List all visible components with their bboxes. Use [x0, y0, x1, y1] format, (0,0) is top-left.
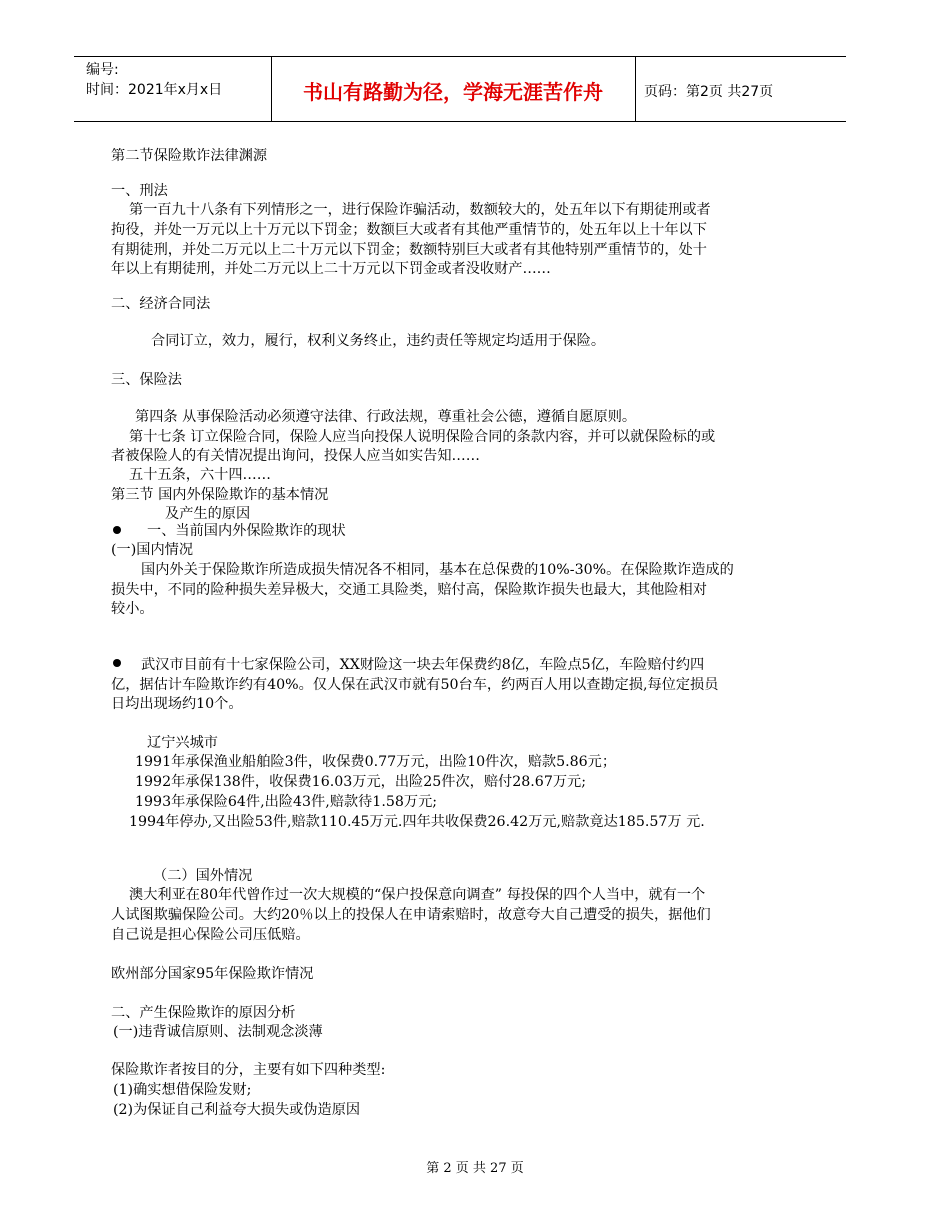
heading-insurance-law: 三、保险法: [111, 372, 182, 388]
paragraph-line: 第一百九十八条有下列情形之一，进行保险诈骗活动，数额较大的，处五年以下有期徒刑或者: [129, 202, 711, 218]
subheading: (一)国内情况: [111, 542, 194, 558]
paragraph-line: 武汉市目前有十七家保险公司，XX财险这一块去年保费约8亿，车险点5亿，车险赔付约四: [141, 657, 705, 673]
paragraph-line: 亿，据估计车险欺诈约有40%。仅人保在武汉市就有50台车，约两百人用以查勘定损,每位定损员: [111, 677, 719, 693]
subheading: （二）国外情况: [153, 868, 253, 884]
subheading: 辽宁兴城市: [147, 735, 218, 751]
paragraph-line: 保险欺诈者按目的分，主要有如下四种类型:: [111, 1062, 386, 1078]
subheading: 一、当前国内外保险欺诈的现状: [147, 523, 346, 539]
paragraph-line: 自己说是担心保险公司压低赔。: [111, 927, 310, 943]
list-item: 1993年承保险64件,出险43件,赔款待1.58万元;: [135, 794, 438, 810]
subheading: (一)违背诚信原则、法制观念淡薄: [113, 1024, 323, 1040]
bullet-icon: [113, 659, 121, 667]
paragraph-line: 澳大利亚在80年代曾作过一次大规模的“保户投保意向调查” 每投保的四个人当中，就有一个: [129, 887, 706, 903]
list-item: (2)为保证自己利益夸大损失或伪造原因: [113, 1102, 361, 1118]
list-item: 1994年停办,又出险53件,赔款110.45万元.四年共收保费26.42万元,赔款竟达185.57万 元.: [129, 814, 705, 830]
paragraph-line: 损失中，不同的险种损失差异极大，交通工具险类，赔付高，保险欺诈损失也最大，其他险相对: [111, 582, 707, 598]
section-heading-continued: 及产生的原因: [165, 506, 251, 522]
header-motto: 书山有路勤为径，学海无涯苦作舟: [303, 80, 603, 104]
paragraph-line: 第十七条 订立保险合同，保险人应当向投保人说明保险合同的条款内容，并可以就保险标的或: [129, 429, 716, 445]
list-item: 1991年承保渔业船舶险3件，收保费0.77万元，出险10件次，赔款5.86元；: [135, 754, 617, 770]
paragraph-line: 国内外关于保险欺诈所造成损失情况各不相同，基本在总保费的10%-30%。在保险欺诈造成的: [141, 562, 734, 578]
list-item: (1)确实想借保险发财;: [113, 1082, 252, 1098]
header-bottom-rule: [74, 121, 846, 122]
paragraph-line: 日均出现场约10个。: [111, 696, 243, 712]
subheading: 欧州部分国家95年保险欺诈情况: [111, 966, 314, 982]
page-footer: 第 2 页 共 27 页: [426, 1161, 524, 1176]
heading-contract-law: 二、经济合同法: [111, 296, 211, 312]
section-heading: 第三节 国内外保险欺诈的基本情况: [111, 487, 329, 503]
header-divider-right: [635, 56, 636, 122]
paragraph-line: 年以上有期徒刑，并处二万元以上二十万元以下罚金或者没收财产……: [111, 261, 551, 277]
bullet-icon: [113, 526, 121, 534]
section-heading: 第二节保险欺诈法律渊源: [111, 148, 268, 164]
paragraph-line: 五十五条，六十四……: [129, 467, 271, 483]
list-item: 1992年承保138件，收保费16.03万元，出险25件次，赔付28.67万元;: [135, 774, 587, 790]
section-heading: 二、产生保险欺诈的原因分析: [111, 1005, 296, 1021]
header-date: 时间：2021年x月x日: [86, 82, 223, 98]
paragraph-line: 第四条 从事保险活动必须遵守法律、行政法规，尊重社会公德，遵循自愿原则。: [135, 409, 637, 425]
paragraph-line: 人试图欺骗保险公司。大约20％以上的投保人在申请索赔时，故意夸大自己遭受的损失，据他们: [111, 907, 711, 923]
paragraph-line: 有期徒刑，并处二万元以上二十万元以下罚金；数额特别巨大或者有其他特别严重情节的，处十: [111, 242, 707, 258]
header-code-label: 编号:: [86, 62, 119, 78]
paragraph-line: 合同订立，效力，履行，权利义务终止，违约责任等规定均适用于保险。: [151, 333, 606, 349]
paragraph-line: 较小。: [111, 601, 154, 617]
header-page-info: 页码：第2页 共27页: [644, 84, 774, 100]
paragraph-line: 拘役，并处一万元以上十万元以下罚金；数额巨大或者有其他严重情节的，处五年以上十年以下: [111, 222, 707, 238]
paragraph-line: 者被保险人的有关情况提出询问，投保人应当如实告知……: [111, 448, 480, 464]
heading-criminal-law: 一、刑法: [111, 183, 168, 199]
header-top-rule: [74, 56, 846, 57]
